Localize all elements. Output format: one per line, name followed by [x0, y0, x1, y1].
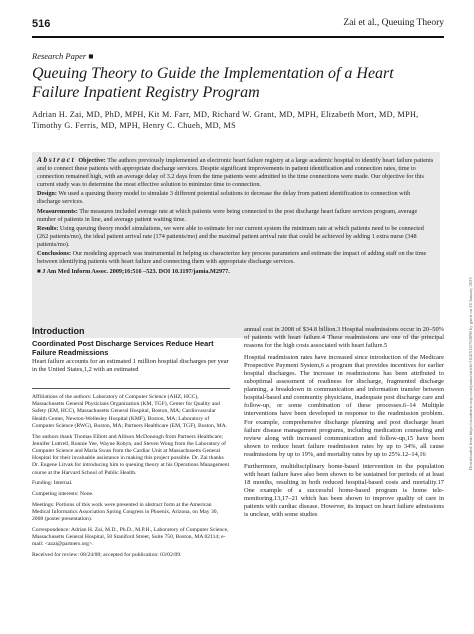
- page-number: 516: [32, 18, 51, 30]
- conclusions-label: Conclusions:: [37, 250, 72, 258]
- right-paragraph-1: annual cost in 2008 of $34.8 billion.3 Hospital readmissions occur in 20–50% of patients with heart failure.4 These readmissions are one of the principal reasons for the high costs associated with heart failure.5: [244, 326, 444, 350]
- right-paragraph-3: Furthermore, multidisciplinary home-based intervention in the population with heart failure have also been shown to be sustained for periods of at least 18 months, resulting in both reduced hospital-based costs and mortality.17 One example of a successful home-based program is home tele-monitoring.13,17–21 which has been shown to improve quality of care in patients with cardiac disease. However, its impact on heart failure admissions is unclear, with some studies: [244, 462, 444, 519]
- article-title: Queuing Theory to Guide the Implementation of a Heart Failure Inpatient Registry Program: [32, 65, 394, 101]
- author-list: Adrian H. Zai, MD, PhD, MPH, Kit M. Farr, MD, Richard W. Grant, MD, MPH, Elizabeth Mort, MD, MPH, Timothy G. Ferris, MD, MPH, Henry C. Chueh, MD, MS: [32, 110, 419, 130]
- conclusions-text: Our modeling approach was instrumental in helping us characterize key process parameters and estimate the impact of adding staff on the time between identifying patients with heart failure and connecting them with appropriate discharge services.: [37, 250, 427, 266]
- competing-interests: Competing interests: None.: [32, 490, 94, 497]
- meetings: Meetings: Portions of this work were presented in abstract form at the American Medical Informatics Association Spring Congress in Phoenix, Arizona, on May 30, 2008 (poster presentation).: [32, 501, 218, 523]
- right-column: [244, 326, 444, 523]
- objective-label: Objective:: [78, 157, 106, 164]
- abstract: [37, 156, 435, 277]
- footnote-rule: [32, 388, 230, 389]
- design-text: We used a queuing theory model to simulate 3 different potential solutions to decrease the delay from patient identification to connection with discharge services.: [37, 190, 411, 206]
- measurements-text: The measures included average rate at which patients were being connected to the post discharge heart failure services program, average number of patients in line, and average patient waiting time.: [37, 207, 418, 223]
- design-label: Design:: [37, 190, 57, 198]
- download-watermark: Downloaded from https://academic.oup.com/jamia/article/16/4/516/763698 by guest on 26 January 2023: [468, 277, 473, 470]
- acknowledgments: The authors thank Thomas Elliott and Allison McDonough from Partners Healthcare; Jennifer Luttrell, Ronnie Yee, Wayne Robyn, and Steven Wong from the Laboratory of Computer Science and Maria Swan from the Cardiac Unit at Massachusetts General Hospital for their invaluable assistance in making this project possible. Dr. Zai thanks Dr. Eugene Litvak for introducing him to queuing theory at his Operations Management course at the Harvard School of Public Health.: [32, 433, 230, 476]
- subheading: Coordinated Post Discharge Services Reduce Heart Failure Readmissions: [32, 339, 214, 357]
- header-rule: [32, 36, 444, 38]
- correspondence: Correspondence: Adrian H. Zai, M.D., Ph.D., M.P.H., Laboratory of Computer Science, Massachusetts General Hospital, 50 Staniford Street, Suite 750, Boston, MA 02114; e-mail: <azai@partners.org>.: [32, 526, 229, 548]
- citation: ■ J Am Med Inform Assoc. 2009;16:516 –523. DOI 10.1197/jamia.M2977.: [37, 267, 230, 275]
- affiliations: Affiliations of the authors: Laboratory of Computer Science (AHZ, HCC), Massachusetts General Physicians Organization (KM, TGF), Center for Quality and Safety (EM, HCC), Massachusetts General Hospital, Boston, MA; Cardiovascular Health Center, Newton-Wellesley Hospital (KMF), Boston, MA; Laboratory of Computer Science (RWG), Boston, MA; Partners Healthcare (EM, TGF), Boston, MA.: [32, 394, 228, 429]
- intro-paragraph: Heart failure accounts for an estimated 1 million hospital discharges per year in the United States,1,2 with an estimated: [32, 358, 229, 374]
- results-label: Results:: [37, 225, 59, 233]
- abstract-heading: Abstract: [37, 155, 76, 164]
- objective-text: The authors previously implemented an electronic heart failure registry at a large academic hospital to identify heart failure patients and to connect these patients with appropriate discharge services. Despite significant improvements in patient identification and connection rates, time to connection remained high, with an average delay of 3.2 days from the time patients were admitted to the time connections were made. Our objective for this current study was to determine the most effective solution to minimize time to connection.: [37, 157, 434, 188]
- running-head: Zai et al., Queuing Theory: [343, 18, 444, 28]
- funding: Funding: Internal.: [32, 480, 73, 487]
- section-label: Research Paper ■: [32, 51, 94, 61]
- received-dates: Received for review: 08/24/08; accepted for publication: 03/02/09.: [32, 551, 182, 558]
- right-paragraph-2: Hospital readmission rates have increased since introduction of the Medicare Prospective Payment System,6 a program that provides incentives for earlier hospital discharges. The increase in readmissions has been attributed to suboptimal assessment of readiness for discharge, fragmented discharge planning, a breakdown in communication and information transfer between hospital-based and community physicians, inadequate post discharge care and follow-up, or some combination of these processes.6–14 Multiple interventions have been developed in response to the readmission problem. For example, comprehensive discharge planning and post discharge heart failure disease management programs, including medication counseling and review along with increased communication and follow-up,15 have been shown to reduce heart failure readmission rates by up to 34%, all cause readmissions by up to 19%, and mortality rates by up to 25%.12–14,16: [244, 353, 444, 458]
- footnotes: [32, 394, 230, 563]
- measurements-label: Measurements:: [37, 207, 78, 215]
- results-text: Using queuing theory model simulations, we were able to estimate for our current system the minimum rate at which patients need to be connected (262 patients/mo), the ideal patient arrival rate (174 patients/mo) and the maximal patient arrival rate that could be achieved by adding 1 extra nurse (348 patients/mo).: [37, 225, 424, 248]
- introduction-heading: Introduction: [32, 326, 85, 336]
